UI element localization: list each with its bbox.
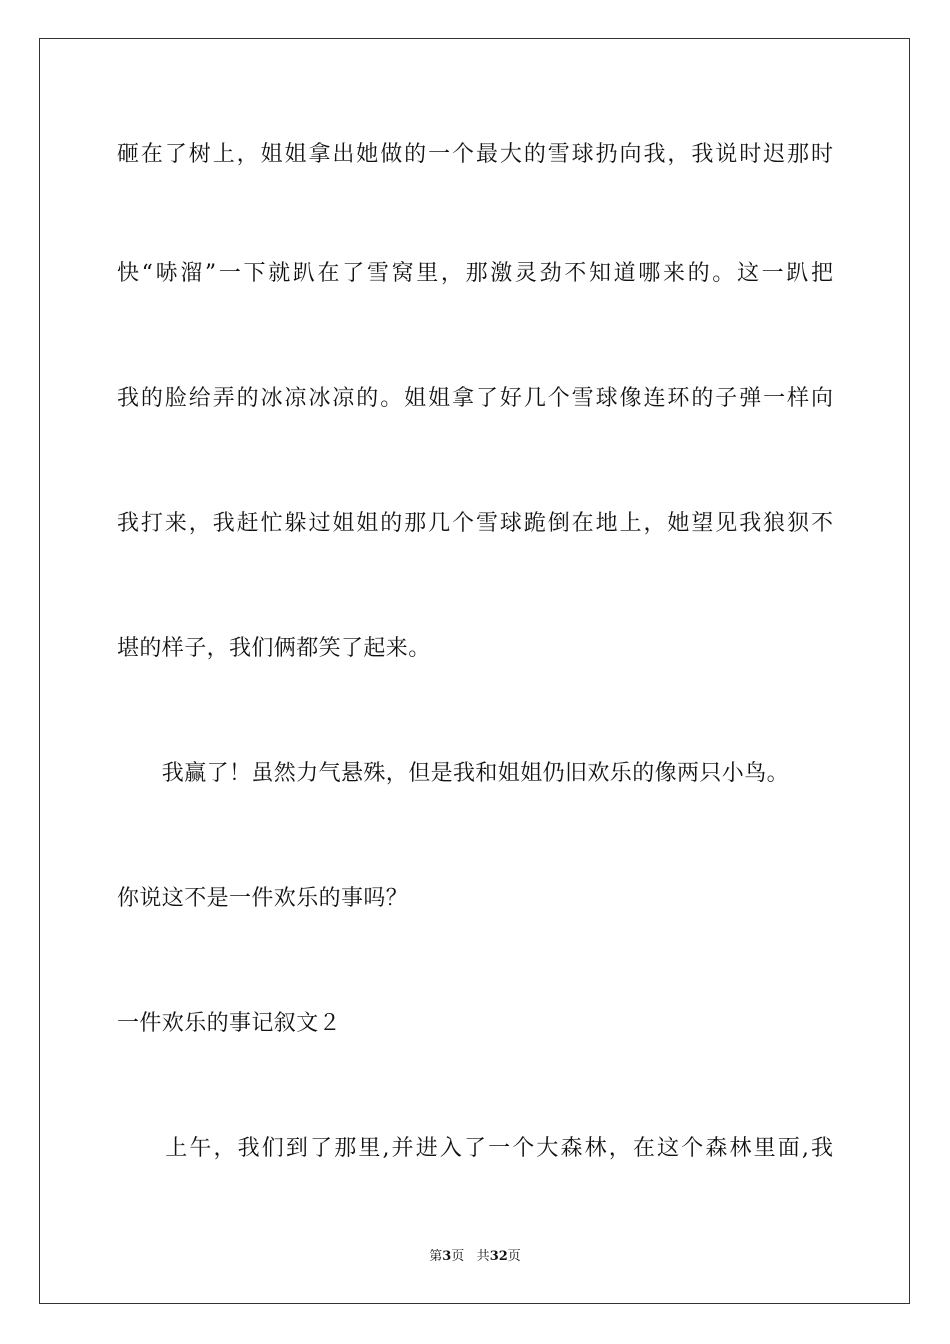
body-line-4: 我打来，我赶忙躲过姐姐的那几个雪球跪倒在地上，她望见我狼狈不 <box>117 511 833 536</box>
body-line-3: 我的脸给弄的冰凉冰凉的。姐姐拿了好几个雪球像连环的子弹一样向 <box>117 386 833 411</box>
page-footer <box>0 1248 950 1266</box>
body-line-6: 我赢了！虽然力气悬殊，但是我和姐姐仍旧欢乐的像两只小鸟。 <box>117 761 790 786</box>
footer-total-pages: 32 <box>489 1249 508 1264</box>
body-line-5: 堪的样子，我们俩都笑了起来。 <box>117 636 431 661</box>
body-line-7: 你说这不是一件欢乐的事吗？ <box>117 886 409 911</box>
footer-page-suffix: 页 <box>451 1249 465 1264</box>
page-border <box>39 38 910 1304</box>
body-line-2: 快“哧溜”一下就趴在了雪窝里，那激灵劲不知道哪来的。这一趴把 <box>117 261 833 286</box>
footer-page-number: 3 <box>442 1249 452 1264</box>
body-line-9: 上午，我们到了那里,并进入了一个大森林，在这个森林里面,我 <box>117 1136 833 1161</box>
body-line-1: 砸在了树上，姐姐拿出她做的一个最大的雪球扔向我，我说时迟那时 <box>117 142 833 167</box>
footer-page-prefix: 第 <box>429 1249 443 1264</box>
footer-total-suffix: 页 <box>507 1249 521 1264</box>
footer-total-prefix: 共 <box>476 1249 490 1264</box>
section-heading: 一件欢乐的事记叙文２ <box>117 1011 342 1036</box>
